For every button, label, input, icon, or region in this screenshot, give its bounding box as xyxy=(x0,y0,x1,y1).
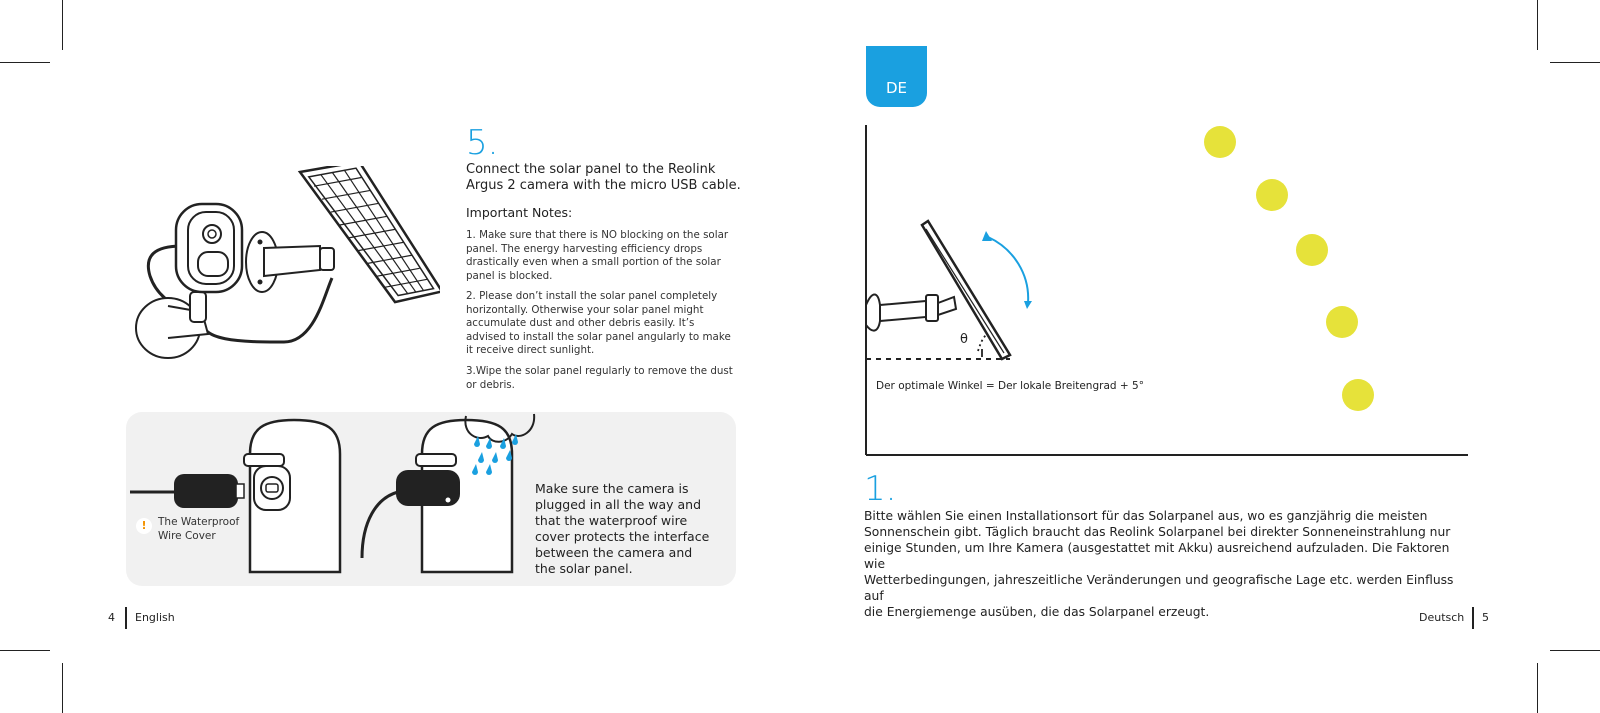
text-line: drastically even when a small portion of the solar xyxy=(466,256,721,268)
footer-language: Deutsch xyxy=(1419,611,1465,624)
step-number: 5. xyxy=(466,123,499,163)
text-line: cover protects the interface xyxy=(535,529,710,544)
step-intro xyxy=(466,162,741,194)
footer-divider xyxy=(1472,607,1474,629)
text-line: horizontally. Otherwise your solar panel might xyxy=(466,303,704,316)
crop-mark xyxy=(62,0,63,50)
waterproof-text xyxy=(535,481,725,577)
crop-mark xyxy=(62,663,63,713)
crop-mark xyxy=(1550,62,1600,63)
text-line: Bitte wählen Sie einen Installationsort für das Solarpanel aus, wo es ganzjährig die meisten xyxy=(864,509,1428,523)
text-line: Sonnenschein gibt. Täglich braucht das Reolink Solarpanel bei direkter Sonneneinstrahlung nur xyxy=(864,525,1451,539)
footer-divider xyxy=(125,607,127,629)
text-line: Make sure the camera is xyxy=(535,481,689,496)
crop-mark xyxy=(0,62,50,63)
text-line: it receive direct sunlight. xyxy=(466,344,595,356)
text-line: that the waterproof wire xyxy=(535,513,688,528)
text-line: or debris. xyxy=(466,378,515,391)
page-number: 5 xyxy=(1482,611,1489,624)
text-line: Argus 2 camera with the micro USB cable. xyxy=(466,178,741,193)
text-line: accumulate dust and other debris easily. It’s xyxy=(466,317,695,329)
text-line: Wire Cover xyxy=(158,529,216,542)
note-1 xyxy=(466,229,728,283)
crop-mark xyxy=(1550,650,1600,651)
text-line: panel is blocked. xyxy=(466,269,553,282)
step-text xyxy=(864,508,1474,620)
page-number: 4 xyxy=(108,611,115,624)
footer-language: English xyxy=(135,611,175,624)
warning-icon: ! xyxy=(136,518,152,534)
text-line: Wetterbedingungen, jahreszeitliche Veränderungen und geografische Lage etc. werden Einfluss auf xyxy=(864,573,1454,603)
crop-mark xyxy=(1537,663,1538,713)
text-line: einige Stunden, um Ihre Kamera (ausgestattet mit Akku) ausreichend aufzuladen. Die Faktoren wie xyxy=(864,541,1450,571)
text-line: the solar panel. xyxy=(535,561,633,576)
text-line: panel. The energy harvesting efficiency drops xyxy=(466,242,703,255)
angle-symbol: θ xyxy=(960,332,968,347)
solar-angle-diagram xyxy=(864,125,1470,458)
note-3 xyxy=(466,365,733,392)
callout-label xyxy=(158,516,239,543)
text-line: plugged in all the way and xyxy=(535,497,702,512)
text-line: 2. Please don’t install the solar panel completely xyxy=(466,290,718,302)
crop-mark xyxy=(0,650,50,651)
note-2 xyxy=(466,290,731,358)
text-line: 1. Make sure that there is NO blocking on the solar xyxy=(466,229,729,241)
text-line: advised to install the solar panel angularly to make xyxy=(466,330,731,343)
text-line: die Energiemenge ausüben, die das Solarpanel erzeugt. xyxy=(864,605,1210,619)
crop-mark xyxy=(1537,0,1538,50)
waterproof-cover-illustration xyxy=(126,412,536,586)
step-number: 1. xyxy=(864,469,897,509)
language-tab: DE xyxy=(866,46,927,107)
camera-solar-illustration xyxy=(124,166,440,366)
text-line: 3.Wipe the solar panel regularly to remove the dust xyxy=(466,365,733,377)
notes-title: Important Notes: xyxy=(466,205,573,220)
angle-caption: Der optimale Winkel = Der lokale Breitengrad + 5° xyxy=(876,380,1144,392)
text-line: The Waterproof xyxy=(158,516,240,528)
text-line: Connect the solar panel to the Reolink xyxy=(466,162,716,177)
text-line: between the camera and xyxy=(535,545,693,560)
